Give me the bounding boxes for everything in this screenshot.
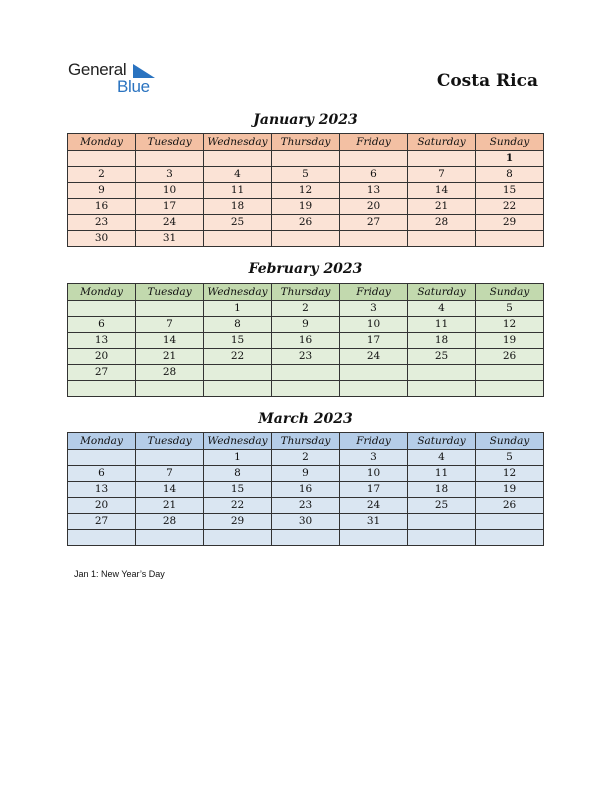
weekday-header-row <box>68 433 544 450</box>
day-cell <box>272 231 340 247</box>
day-cell: 13 <box>68 333 136 349</box>
day-cell: 10 <box>340 466 408 482</box>
day-cell: 26 <box>476 498 544 514</box>
day-cell: 12 <box>476 466 544 482</box>
day-cell: 14 <box>136 482 204 498</box>
day-cell: 27 <box>68 514 136 530</box>
day-cell <box>476 365 544 381</box>
day-cell <box>408 365 476 381</box>
day-cell: 18 <box>408 333 476 349</box>
day-cell <box>68 530 136 546</box>
day-cell <box>340 151 408 167</box>
weekday-header: Tuesday <box>136 284 204 301</box>
weekday-header: Wednesday <box>204 134 272 151</box>
day-cell: 25 <box>408 349 476 365</box>
weekday-header: Thursday <box>272 134 340 151</box>
day-cell: 23 <box>272 498 340 514</box>
weekday-header: Saturday <box>408 134 476 151</box>
holiday-note: Jan 1: New Year’s Day <box>74 569 165 579</box>
day-cell <box>68 450 136 466</box>
day-cell: 8 <box>476 167 544 183</box>
weekday-header: Sunday <box>476 433 544 450</box>
day-cell: 21 <box>408 199 476 215</box>
weekday-header: Friday <box>340 134 408 151</box>
day-cell: 7 <box>136 317 204 333</box>
day-cell: 2 <box>272 301 340 317</box>
day-cell <box>408 381 476 397</box>
weekday-header: Monday <box>68 433 136 450</box>
day-cell: 25 <box>204 215 272 231</box>
day-cell: 14 <box>408 183 476 199</box>
week-row <box>68 365 544 381</box>
day-cell: 6 <box>68 466 136 482</box>
month-title-january: January 2023 <box>253 112 358 128</box>
weekday-header: Sunday <box>476 134 544 151</box>
day-cell: 18 <box>408 482 476 498</box>
day-cell <box>136 530 204 546</box>
day-cell: 15 <box>204 482 272 498</box>
day-cell <box>136 450 204 466</box>
day-cell <box>476 530 544 546</box>
weekday-header: Sunday <box>476 284 544 301</box>
week-row <box>68 167 544 183</box>
week-row <box>68 215 544 231</box>
calendar-body <box>68 151 544 247</box>
week-row <box>68 349 544 365</box>
day-cell: 15 <box>476 183 544 199</box>
day-cell: 25 <box>408 498 476 514</box>
day-cell: 17 <box>340 333 408 349</box>
week-row <box>68 317 544 333</box>
day-cell: 23 <box>68 215 136 231</box>
day-cell: 16 <box>272 482 340 498</box>
day-cell: 7 <box>136 466 204 482</box>
day-cell: 19 <box>476 482 544 498</box>
weekday-header: Saturday <box>408 284 476 301</box>
day-cell: 24 <box>136 215 204 231</box>
day-cell: 13 <box>68 482 136 498</box>
day-cell <box>476 514 544 530</box>
day-cell: 2 <box>68 167 136 183</box>
day-cell: 9 <box>272 466 340 482</box>
day-cell: 14 <box>136 333 204 349</box>
day-cell <box>476 381 544 397</box>
day-cell <box>272 151 340 167</box>
weekday-header: Friday <box>340 433 408 450</box>
weekday-header: Friday <box>340 284 408 301</box>
day-cell: 9 <box>68 183 136 199</box>
weekday-header-row <box>68 284 544 301</box>
weekday-header: Thursday <box>272 433 340 450</box>
week-row <box>68 466 544 482</box>
day-cell <box>68 151 136 167</box>
day-cell: 6 <box>68 317 136 333</box>
day-cell <box>340 231 408 247</box>
day-cell <box>340 381 408 397</box>
day-cell <box>204 231 272 247</box>
day-cell: 11 <box>408 466 476 482</box>
day-cell <box>408 151 476 167</box>
day-cell: 15 <box>204 333 272 349</box>
general-blue-logo <box>68 60 168 96</box>
week-row <box>68 199 544 215</box>
day-cell: 20 <box>68 498 136 514</box>
day-cell: 27 <box>340 215 408 231</box>
day-cell: 4 <box>408 301 476 317</box>
day-cell: 4 <box>408 450 476 466</box>
day-cell <box>204 381 272 397</box>
day-cell: 27 <box>68 365 136 381</box>
month-title-february: February 2023 <box>248 261 363 277</box>
day-cell <box>136 151 204 167</box>
week-row <box>68 151 544 167</box>
day-cell: 28 <box>408 215 476 231</box>
day-cell <box>408 514 476 530</box>
day-cell: 12 <box>476 317 544 333</box>
day-cell: 3 <box>340 450 408 466</box>
day-cell <box>272 381 340 397</box>
weekday-header: Saturday <box>408 433 476 450</box>
day-cell <box>408 530 476 546</box>
day-cell <box>68 381 136 397</box>
day-cell: 28 <box>136 514 204 530</box>
day-cell: 10 <box>136 183 204 199</box>
week-row <box>68 183 544 199</box>
calendar-body <box>68 450 544 546</box>
day-cell: 1 <box>476 151 544 167</box>
day-cell <box>204 365 272 381</box>
week-row <box>68 333 544 349</box>
week-row <box>68 301 544 317</box>
calendar-january <box>67 133 544 247</box>
day-cell: 28 <box>136 365 204 381</box>
week-row <box>68 514 544 530</box>
day-cell: 31 <box>340 514 408 530</box>
day-cell <box>204 151 272 167</box>
weekday-header: Tuesday <box>136 134 204 151</box>
day-cell: 2 <box>272 450 340 466</box>
day-cell <box>340 365 408 381</box>
day-cell: 24 <box>340 498 408 514</box>
day-cell: 10 <box>340 317 408 333</box>
day-cell: 16 <box>272 333 340 349</box>
day-cell <box>204 530 272 546</box>
day-cell: 22 <box>204 349 272 365</box>
day-cell: 26 <box>476 349 544 365</box>
calendar-february <box>67 283 544 397</box>
country-title: Costa Rica <box>436 71 538 91</box>
day-cell: 16 <box>68 199 136 215</box>
day-cell: 20 <box>68 349 136 365</box>
day-cell: 5 <box>476 450 544 466</box>
day-cell <box>408 231 476 247</box>
weekday-header: Monday <box>68 284 136 301</box>
weekday-header: Monday <box>68 134 136 151</box>
day-cell: 9 <box>272 317 340 333</box>
day-cell: 7 <box>408 167 476 183</box>
week-row <box>68 530 544 546</box>
day-cell: 21 <box>136 498 204 514</box>
day-cell: 23 <box>272 349 340 365</box>
day-cell: 5 <box>476 301 544 317</box>
day-cell: 12 <box>272 183 340 199</box>
week-row <box>68 482 544 498</box>
day-cell <box>272 365 340 381</box>
day-cell: 22 <box>204 498 272 514</box>
day-cell: 18 <box>204 199 272 215</box>
weekday-header: Wednesday <box>204 284 272 301</box>
day-cell: 13 <box>340 183 408 199</box>
logo-text-general: General <box>68 60 127 79</box>
day-cell: 30 <box>272 514 340 530</box>
weekday-header-row <box>68 134 544 151</box>
day-cell: 11 <box>408 317 476 333</box>
day-cell: 3 <box>340 301 408 317</box>
logo-triangle-icon <box>133 64 155 78</box>
day-cell: 17 <box>340 482 408 498</box>
day-cell: 8 <box>204 317 272 333</box>
calendar-march <box>67 432 544 546</box>
day-cell <box>68 301 136 317</box>
weekday-header: Thursday <box>272 284 340 301</box>
day-cell: 19 <box>272 199 340 215</box>
day-cell: 29 <box>476 215 544 231</box>
month-title-march: March 2023 <box>258 411 353 427</box>
holiday-notes <box>74 569 165 579</box>
day-cell: 24 <box>340 349 408 365</box>
day-cell: 29 <box>204 514 272 530</box>
day-cell <box>272 530 340 546</box>
weekday-header: Wednesday <box>204 433 272 450</box>
day-cell: 1 <box>204 450 272 466</box>
day-cell: 21 <box>136 349 204 365</box>
day-cell <box>136 301 204 317</box>
day-cell <box>136 381 204 397</box>
weekday-header: Tuesday <box>136 433 204 450</box>
day-cell <box>340 530 408 546</box>
day-cell: 5 <box>272 167 340 183</box>
day-cell: 30 <box>68 231 136 247</box>
week-row <box>68 231 544 247</box>
day-cell: 4 <box>204 167 272 183</box>
calendar-body <box>68 301 544 397</box>
day-cell: 3 <box>136 167 204 183</box>
day-cell: 11 <box>204 183 272 199</box>
week-row <box>68 498 544 514</box>
week-row <box>68 381 544 397</box>
day-cell: 1 <box>204 301 272 317</box>
day-cell: 19 <box>476 333 544 349</box>
week-row <box>68 450 544 466</box>
day-cell: 8 <box>204 466 272 482</box>
day-cell: 20 <box>340 199 408 215</box>
day-cell: 26 <box>272 215 340 231</box>
day-cell: 17 <box>136 199 204 215</box>
day-cell: 6 <box>340 167 408 183</box>
logo-text-blue: Blue <box>117 77 150 96</box>
day-cell <box>476 231 544 247</box>
day-cell: 31 <box>136 231 204 247</box>
day-cell: 22 <box>476 199 544 215</box>
